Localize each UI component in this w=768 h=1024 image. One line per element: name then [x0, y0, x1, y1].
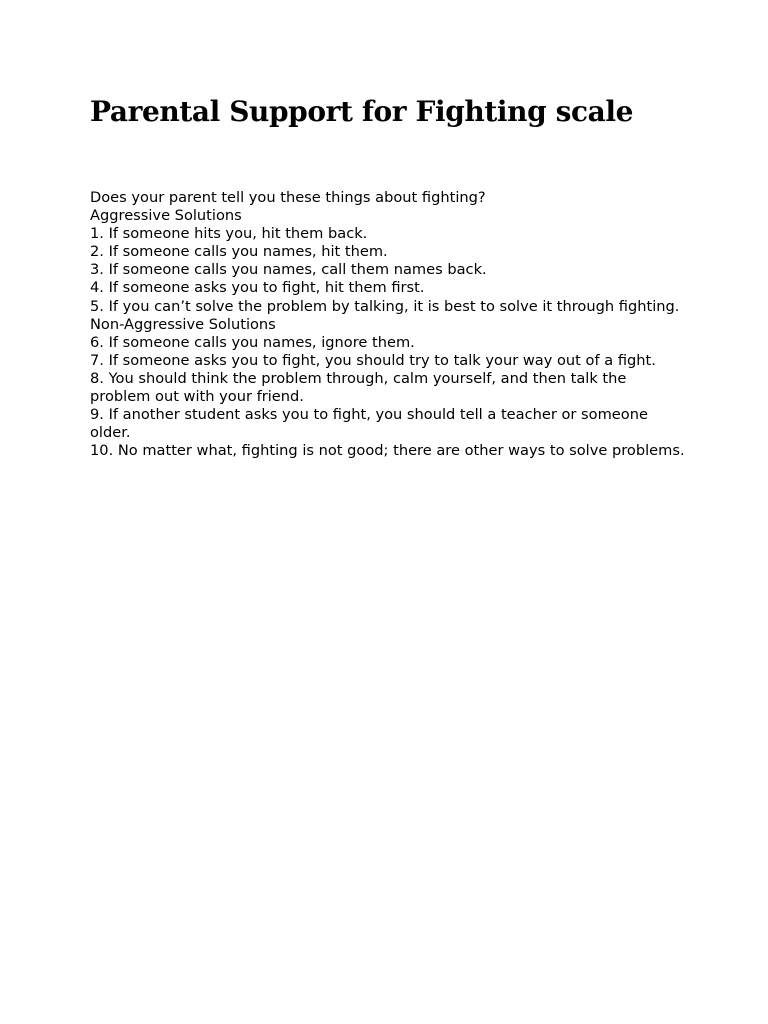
scale-item-7: 7. If someone asks you to fight, you should try to talk your way out of a fight. — [90, 351, 656, 369]
document-title: Parental Support for Fighting scale — [90, 95, 634, 128]
scale-item-9: 9. If another student asks you to fight, you should tell a teacher or someone older. — [90, 406, 648, 442]
scale-item-5: 5. If you can’t solve the problem by talking, it is best to solve it through fighting. — [90, 297, 680, 315]
intro-question: Does your parent tell you these things about fighting? — [90, 189, 486, 206]
scale-item-4: 4. If someone asks you to fight, hit them first. — [90, 279, 425, 297]
section-heading-non-aggressive: Non-Aggressive Solutions — [90, 315, 276, 333]
scale-item-8: 8. You should think the problem through, calm yourself, and then talk the problem out with your friend. — [90, 369, 627, 406]
scale-item-3: 3. If someone calls you names, call them names back. — [90, 261, 487, 279]
document-body — [90, 189, 690, 460]
scale-item-1: 1. If someone hits you, hit them back. — [90, 225, 368, 243]
section-heading-aggressive: Aggressive Solutions — [90, 207, 242, 225]
scale-item-6: 6. If someone calls you names, ignore them. — [90, 333, 415, 351]
scale-item-2: 2. If someone calls you names, hit them. — [90, 243, 388, 261]
scale-item-10: 10. No matter what, fighting is not good; there are other ways to solve problems. — [90, 442, 685, 460]
